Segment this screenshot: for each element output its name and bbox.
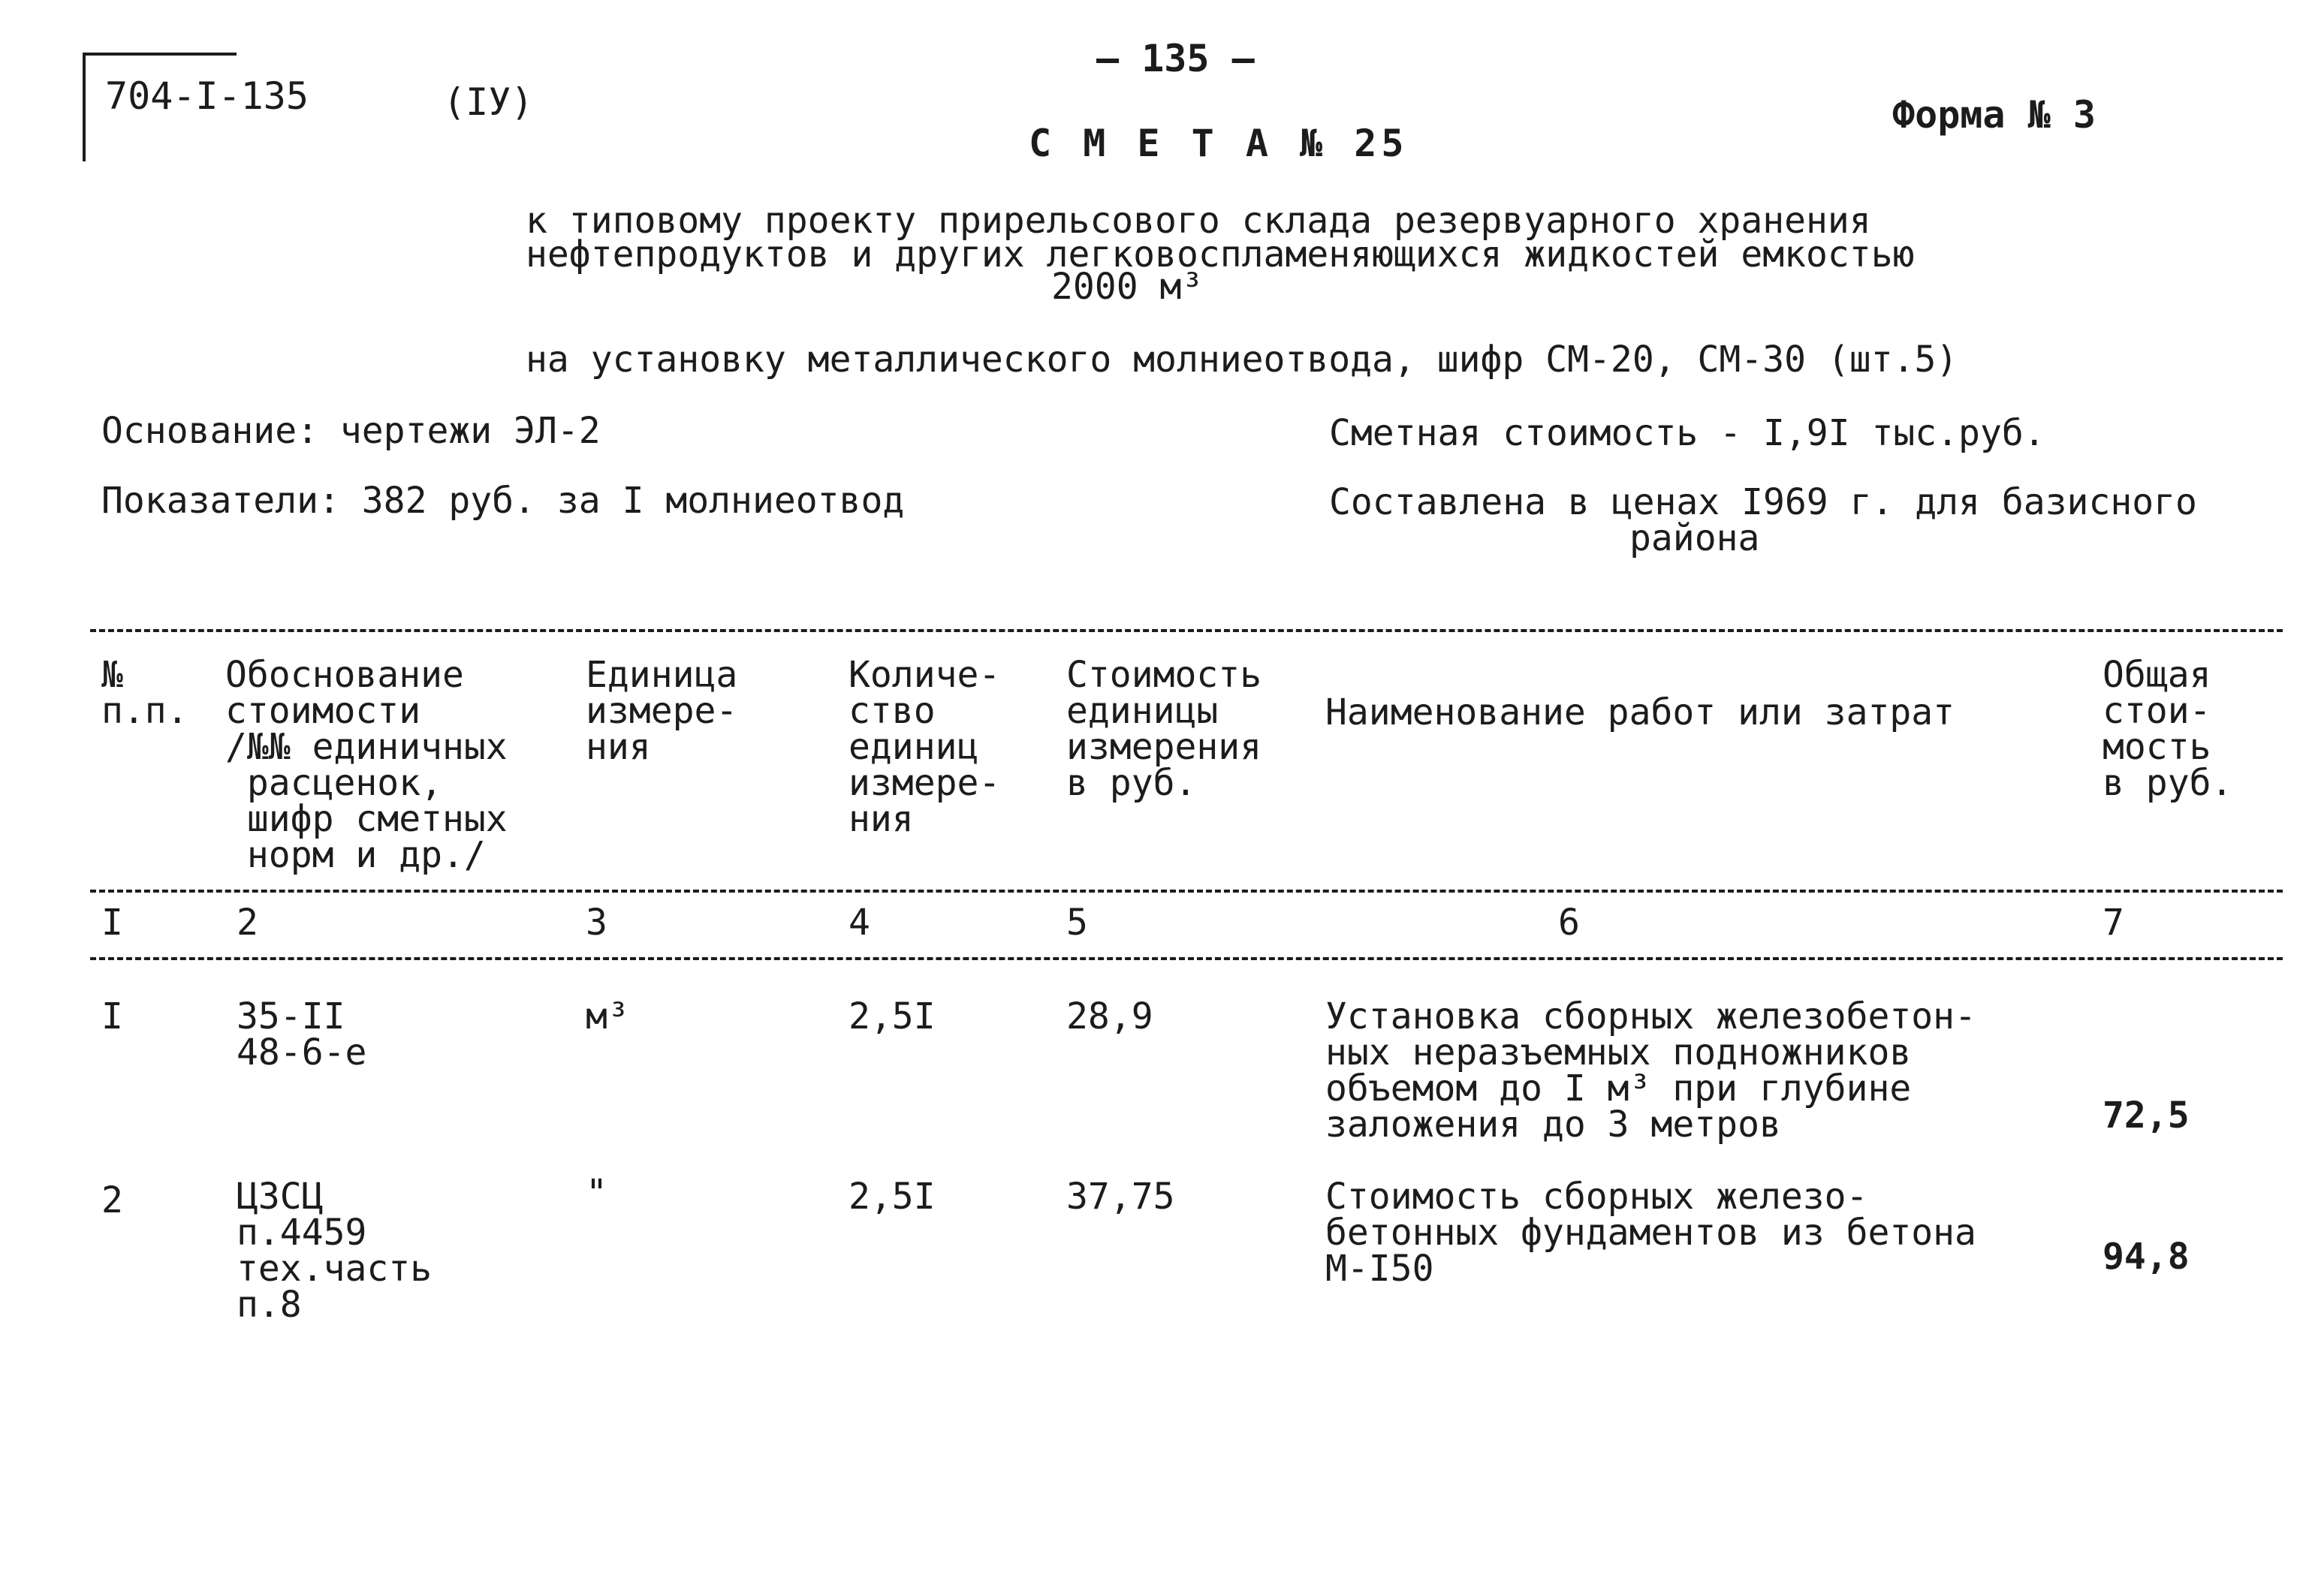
col-number-4: 4 <box>849 902 870 944</box>
corner-bracket-horizontal <box>83 53 237 56</box>
subtitle-line-3: 2000 м³ <box>1051 266 1204 308</box>
col-number-5: 5 <box>1066 902 1088 944</box>
col-header-qty: Количе- ство единиц измере- ния <box>849 654 1001 840</box>
row-2-name: Стоимость сборных железо- бетонных фундаментов из бетона М-I50 <box>1325 1176 1976 1290</box>
purpose-line: на установку металлического молниеотвода, шифр СМ-20, СМ-30 (шт.5) <box>526 339 1958 381</box>
row-1-num: I <box>101 995 123 1037</box>
row-1-unit-cost: 28,9 <box>1066 995 1153 1037</box>
col-header-unit-cost: Стоимость единицы измерения в руб. <box>1066 654 1262 804</box>
col-number-7: 7 <box>2103 902 2124 944</box>
table-rule-colnum-bottom <box>90 957 2283 960</box>
row-2-unit-cost: 37,75 <box>1066 1176 1175 1218</box>
col-number-6: 6 <box>1558 902 1580 944</box>
row-2-num: 2 <box>101 1179 123 1221</box>
col-number-2: 2 <box>237 902 258 944</box>
row-1-basis: 35-II 48-6-е <box>237 995 367 1074</box>
form-label: Форма № 3 <box>1892 93 2096 137</box>
document-title: С М Е Т А № 25 <box>1029 122 1409 165</box>
col-header-unit: Единица измере- ния <box>586 654 738 768</box>
table-rule-header-bottom <box>90 890 2283 893</box>
subtitle-line-1: к типовому проекту прирельсового склада резервуарного хранения <box>526 200 1871 242</box>
estimated-cost-line: Сметная стоимость - I,9I тыс.руб. <box>1329 412 2045 454</box>
row-1-total: 72,5 <box>2103 1095 2190 1137</box>
page-number: — 135 — <box>1096 37 1255 80</box>
row-2-basis: ЦЗСЦ п.4459 тех.часть п.8 <box>237 1176 433 1326</box>
document-code: 704-I-135 <box>105 74 309 118</box>
col-number-3: 3 <box>586 902 607 944</box>
subtitle-line-2: нефтепродуктов и других легковоспламеняющихся жидкостей емкостью <box>526 233 1915 276</box>
indicators-line: Показатели: 382 руб. за I молниеотвод <box>101 480 905 522</box>
basis-line: Основание: чертежи ЭЛ-2 <box>101 410 601 452</box>
col-header-name: Наименование работ или затрат <box>1325 691 1955 733</box>
row-2-total: 94,8 <box>2103 1236 2190 1278</box>
col-header-num: № п.п. <box>101 654 188 732</box>
roman-numeral-label: (IУ) <box>443 80 534 124</box>
row-1-unit: м³ <box>586 995 629 1037</box>
col-header-basis: Обоснование стоимости /№№ единичных расценок, шифр сметных норм и др./ <box>225 654 508 876</box>
prices-line-2: района <box>1629 517 1760 559</box>
col-header-total: Общая стои- мость в руб. <box>2103 654 2233 804</box>
row-1-qty: 2,5I <box>849 995 936 1037</box>
table-rule-top <box>90 629 2283 632</box>
row-2-qty: 2,5I <box>849 1176 936 1218</box>
row-1-name: Установка сборных железобетон- ных неразъемных подножников объемом до I м³ при глубине заложения до 3 метров <box>1325 995 1976 1146</box>
corner-bracket-vertical <box>83 53 86 161</box>
prices-line-1: Составлена в ценах I969 г. для базисного <box>1329 481 2197 523</box>
col-number-1: I <box>101 902 123 944</box>
row-2-unit: " <box>586 1172 607 1214</box>
